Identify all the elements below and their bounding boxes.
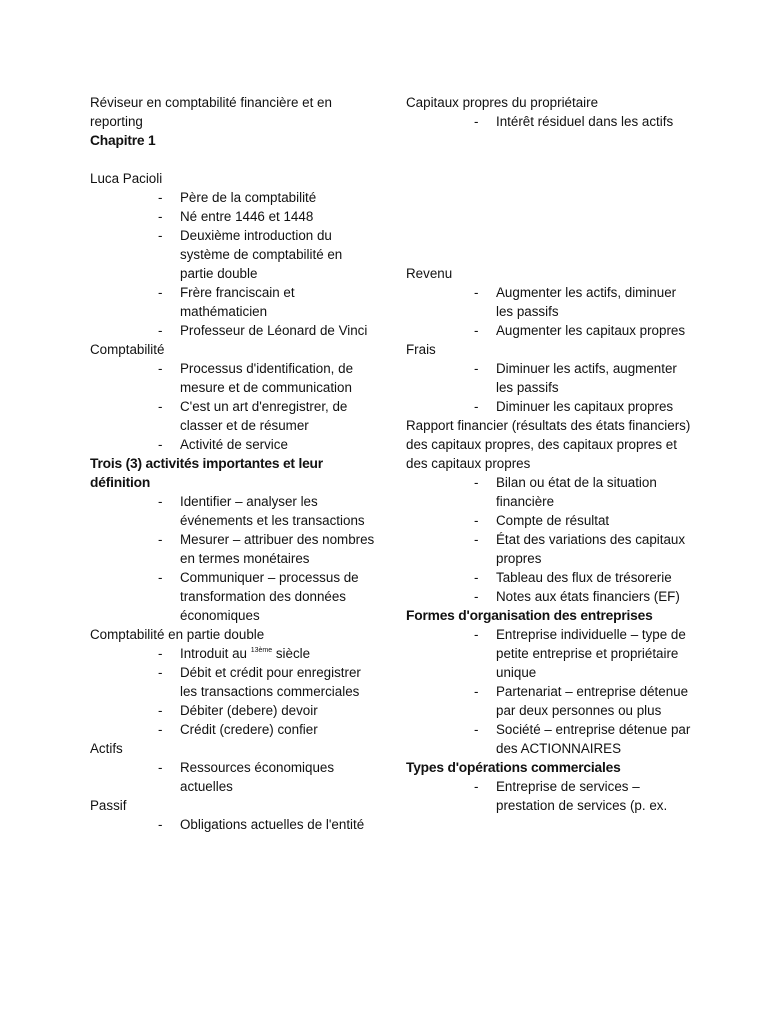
document-title: Réviseur en comptabilité financière et en reporting xyxy=(90,95,332,129)
revenu-label: Revenu xyxy=(406,266,453,281)
list-item: - Identifier – analyser les événements et les transactions xyxy=(158,494,365,528)
formes-list xyxy=(406,625,696,758)
list-item: - Professeur de Léonard de Vinci xyxy=(158,323,368,338)
capitaux-list xyxy=(406,112,696,131)
list-item: - Père de la comptabilité xyxy=(158,190,317,205)
list-item: - Né entre 1446 et 1448 xyxy=(158,209,314,224)
passif-label: Passif xyxy=(90,798,127,813)
comptabilite-label: Comptabilité xyxy=(90,342,165,357)
passif-list xyxy=(90,815,375,834)
partie-double-label: Comptabilité en partie double xyxy=(90,627,265,642)
list-item: - Obligations actuelles de l'entité xyxy=(158,817,365,832)
pacioli-label: Luca Pacioli xyxy=(90,171,163,186)
list-item: - Diminuer les actifs, augmenter les passifs xyxy=(474,361,677,395)
frais-label: Frais xyxy=(406,342,436,357)
pacioli-list xyxy=(90,188,375,340)
trois-activites-list xyxy=(90,492,375,625)
types-list xyxy=(406,777,696,815)
list-item: - État des variations des capitaux propres xyxy=(474,532,686,566)
chapter-heading: Chapitre 1 xyxy=(90,133,156,148)
trois-activites-heading: Trois (3) activités importantes et leur définition xyxy=(90,456,323,490)
list-item: - Introduit au $^{13ème}$ siècle xyxy=(158,646,311,661)
list-item: - Entreprise individuelle – type de petite entreprise et propriétaire unique xyxy=(474,627,686,680)
comptabilite-list xyxy=(90,359,375,454)
rapport-label: Rapport financier (résultats des états financiers) des capitaux propres, des capitaux propres et des capitaux propres xyxy=(406,418,691,471)
partie-double-list xyxy=(90,644,375,739)
formes-heading: Formes d'organisation des entreprises xyxy=(406,608,653,623)
list-item: - Tableau des flux de trésorerie xyxy=(474,570,672,585)
list-item: - Bilan ou état de la situation financière xyxy=(474,475,657,509)
left-column xyxy=(90,93,375,834)
frais-list xyxy=(406,359,696,416)
list-item: - Intérêt résiduel dans les actifs xyxy=(474,114,674,129)
rapport-list xyxy=(406,473,696,606)
right-column xyxy=(406,93,696,815)
list-item: - Mesurer – attribuer des nombres en termes monétaires xyxy=(158,532,375,566)
list-item: - Ressources économiques actuelles xyxy=(158,760,335,794)
list-item: - Frère franciscain et mathématicien xyxy=(158,285,295,319)
list-item: - Processus d'identification, de mesure et de communication xyxy=(158,361,354,395)
capitaux-label: Capitaux propres du propriétaire xyxy=(406,95,599,110)
revenu-list xyxy=(406,283,696,340)
list-item: - Crédit (credere) confier xyxy=(158,722,318,737)
list-item: - Notes aux états financiers (EF) xyxy=(474,589,680,604)
list-item: - Société – entreprise détenue par des ACTIONNAIRES xyxy=(474,722,691,756)
list-item: - Entreprise de services – prestation de services (p. ex. xyxy=(474,779,668,813)
list-item: - C'est un art d'enregistrer, de classer et de résumer xyxy=(158,399,348,433)
blank-line xyxy=(90,150,375,169)
types-heading: Types d'opérations commerciales xyxy=(406,760,621,775)
list-item: - Augmenter les actifs, diminuer les passifs xyxy=(474,285,677,319)
list-item: - Deuxième introduction du système de comptabilité en partie double xyxy=(158,228,343,281)
list-item: - Activité de service xyxy=(158,437,288,452)
list-item: - Diminuer les capitaux propres xyxy=(474,399,674,414)
list-item: - Débiter (debere) devoir xyxy=(158,703,318,718)
actifs-list xyxy=(90,758,375,796)
actifs-label: Actifs xyxy=(90,741,123,756)
list-item: - Communiquer – processus de transformation des données économiques xyxy=(158,570,359,623)
list-item: - Débit et crédit pour enregistrer les transactions commerciales xyxy=(158,665,361,699)
list-item: - Augmenter les capitaux propres xyxy=(474,323,686,338)
list-item: - Partenariat – entreprise détenue par deux personnes ou plus xyxy=(474,684,689,718)
list-item: - Compte de résultat xyxy=(474,513,610,528)
blank-space xyxy=(406,131,696,264)
